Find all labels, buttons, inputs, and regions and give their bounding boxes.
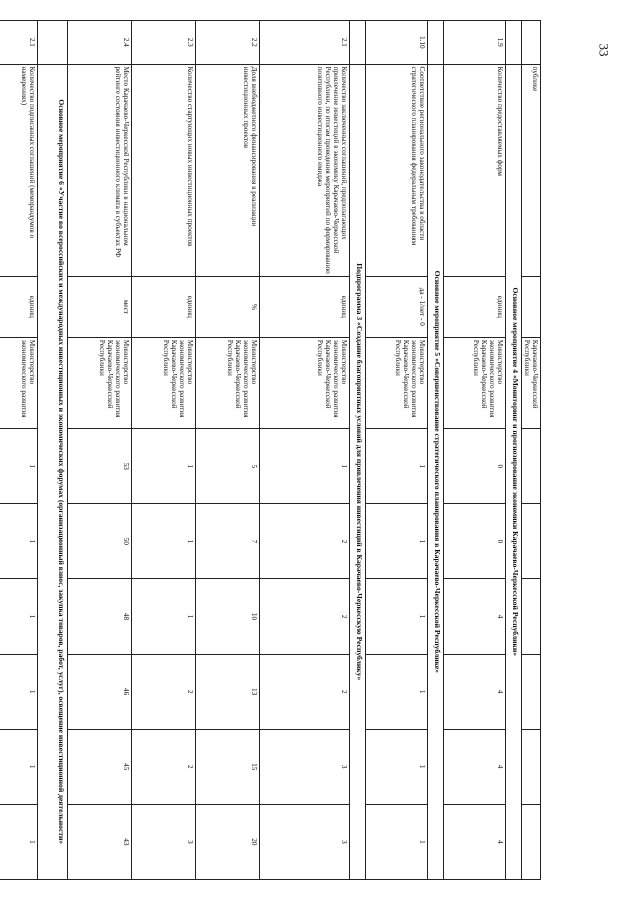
row-number-cell [349, 21, 365, 65]
executor-cell: Министерство экономического развития Карачаево-Черкесской Республики [365, 337, 427, 428]
unit-cell: единиц [259, 276, 349, 337]
value-cell-6: 3 [131, 804, 195, 879]
rotated-table-frame [19, 20, 541, 880]
row-number-cell [427, 21, 443, 65]
value-cell-6: 1 [0, 804, 37, 879]
value-cell-1: 5 [195, 429, 259, 504]
value-cell-2: 50 [67, 504, 131, 579]
value-cell-6: 4 [443, 804, 505, 879]
unit-cell: да - 1/нет - 0 [365, 276, 427, 337]
indicator-name-cell: Количество заключенных соглашений, предполагающих привлечение инвестиций в экономику Карачаево-Черкесской Республики, по итогам проведения мероприятий по формированию позитивного инвестиционного имиджа [259, 64, 349, 276]
table-row [521, 21, 540, 880]
executor-cell: Министерство экономического развития Карачаево-Черкесской Республики [67, 337, 131, 428]
unit-cell: единиц [443, 276, 505, 337]
value-cell-2: 1 [0, 504, 37, 579]
executor-cell: Министерство экономического развития Карачаево-Черкесской Республики [443, 337, 505, 428]
indicator-name-cell: Количество предоставляемых форм [443, 64, 505, 276]
value-cell-2: 7 [195, 504, 259, 579]
value-cell-2: 1 [131, 504, 195, 579]
executor-cell: Министерство экономического развития Карачаево-Черкесской Республики [131, 337, 195, 428]
section-row [427, 21, 443, 880]
value-cell-5: 15 [195, 729, 259, 804]
indicator-name-cell: Место Карачаево-Черкесской Республики в национальном рейтинге состояния инвестиционного климата в субъектах РФ [67, 64, 131, 276]
value-cell-3 [521, 579, 540, 654]
value-cell-6: 3 [259, 804, 349, 879]
executor-cell: Карачаево-Черкесской Республики [521, 337, 540, 428]
value-cell-4 [521, 654, 540, 729]
unit-cell [521, 276, 540, 337]
value-cell-3: 10 [195, 579, 259, 654]
row-number-cell: 2.3 [131, 21, 195, 65]
executor-cell: Министерство экономического развития Карачаево-Черкесской Республики [259, 337, 349, 428]
indicator-name-cell: Соответствие регионального законодательства в области стратегического планирования федеральным требованиям [365, 64, 427, 276]
value-cell-6: 20 [195, 804, 259, 879]
row-number-cell [521, 21, 540, 65]
value-cell-6: 43 [67, 804, 131, 879]
value-cell-1: 0 [443, 429, 505, 504]
row-number-cell: 2.4 [67, 21, 131, 65]
value-cell-1: 1 [131, 429, 195, 504]
row-number-cell: 1.10 [365, 21, 427, 65]
value-cell-2: 1 [365, 504, 427, 579]
indicators-table [0, 20, 541, 880]
row-number-cell [37, 21, 67, 65]
value-cell-3: 1 [0, 579, 37, 654]
indicator-name-cell: Количество стартующих новых инвестиционных проектов [131, 64, 195, 276]
table-row [0, 21, 37, 880]
unit-cell: единиц [0, 276, 37, 337]
section-title-cell: Основное мероприятие 6 «Участие во всероссийских и международных инвестиционных и экономических форумах (организационный взнос, закупка товаров, работ, услуг), освещение инвестиционной деятельности» [37, 64, 67, 879]
value-cell-4: 1 [0, 654, 37, 729]
section-title-cell: Основное мероприятие 4 «Мониторинг и прогнозирование экономики Карачаево-Черкесской Республики» [505, 64, 521, 879]
section-row [349, 21, 365, 880]
value-cell-1 [521, 429, 540, 504]
value-cell-4: 13 [195, 654, 259, 729]
value-cell-5: 3 [259, 729, 349, 804]
row-number-cell [505, 21, 521, 65]
value-cell-3: 1 [365, 579, 427, 654]
unit-cell: мест [67, 276, 131, 337]
value-cell-3: 2 [259, 579, 349, 654]
value-cell-5: 1 [0, 729, 37, 804]
table-row [259, 21, 349, 880]
value-cell-6: 1 [365, 804, 427, 879]
indicator-name-cell: публике [521, 64, 540, 276]
indicator-name-cell: Количество подписанных соглашений (меморандумов о намерениях) [0, 64, 37, 276]
value-cell-1: 53 [67, 429, 131, 504]
row-number-cell: 2.1 [259, 21, 349, 65]
value-cell-1: 1 [365, 429, 427, 504]
value-cell-5: 4 [443, 729, 505, 804]
value-cell-4: 46 [67, 654, 131, 729]
value-cell-4: 1 [365, 654, 427, 729]
value-cell-3: 48 [67, 579, 131, 654]
executor-cell: Министерство экономического развития [0, 337, 37, 428]
section-row [37, 21, 67, 880]
value-cell-5 [521, 729, 540, 804]
value-cell-5: 2 [131, 729, 195, 804]
unit-cell: единиц [131, 276, 195, 337]
row-number-cell: 1.9 [443, 21, 505, 65]
value-cell-4: 4 [443, 654, 505, 729]
value-cell-5: 1 [365, 729, 427, 804]
row-number-cell: 2.2 [195, 21, 259, 65]
value-cell-2: 2 [259, 504, 349, 579]
value-cell-2: 0 [443, 504, 505, 579]
table-body [0, 21, 541, 880]
section-title-cell: Подпрограмма 3 «Создание благоприятных условий для привлечения инвестиций в Карачаево-Черкесскую Республику» [349, 64, 365, 879]
table-row [443, 21, 505, 880]
section-row [505, 21, 521, 880]
table-row [67, 21, 131, 880]
page-number: 33 [596, 43, 612, 57]
value-cell-5: 45 [67, 729, 131, 804]
unit-cell: % [195, 276, 259, 337]
table-row [131, 21, 195, 880]
value-cell-2 [521, 504, 540, 579]
value-cell-4: 2 [259, 654, 349, 729]
value-cell-4: 2 [131, 654, 195, 729]
value-cell-3: 1 [131, 579, 195, 654]
value-cell-3: 4 [443, 579, 505, 654]
section-title-cell: Основное мероприятие 5 «Совершенствование стратегического планирования в Карачаево-Черкесской Республике» [427, 64, 443, 879]
value-cell-1: 1 [259, 429, 349, 504]
row-number-cell: 2.1 [0, 21, 37, 65]
executor-cell: Министерство экономического развития Карачаево-Черкесской Республики [195, 337, 259, 428]
indicator-name-cell: Доля внебюджетного финансирования в реализации инвестиционных проектов [195, 64, 259, 276]
table-row [195, 21, 259, 880]
value-cell-1: 1 [0, 429, 37, 504]
table-row [365, 21, 427, 880]
value-cell-6 [521, 804, 540, 879]
